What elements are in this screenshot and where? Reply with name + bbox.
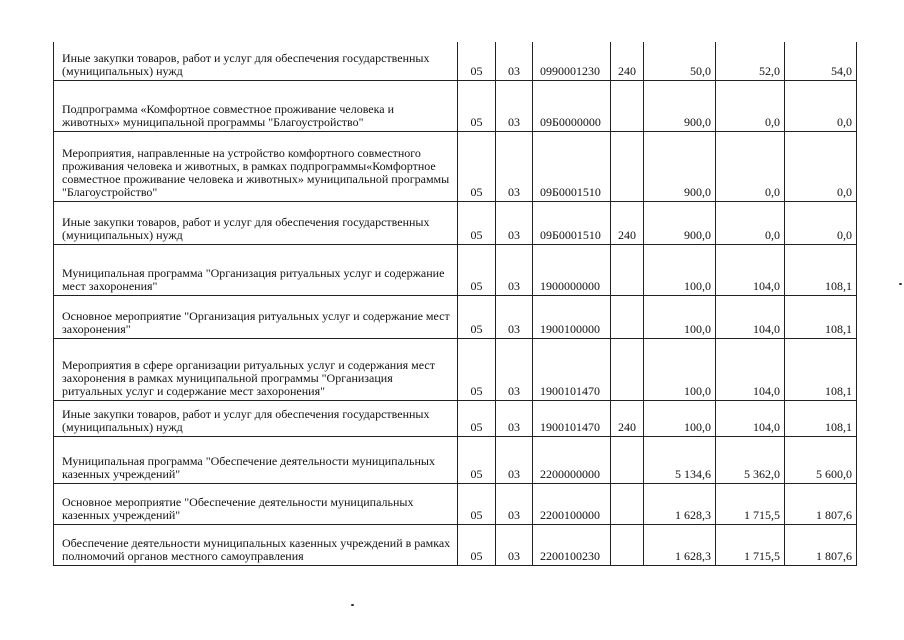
scan-speck	[351, 604, 354, 606]
table-row	[54, 295, 857, 338]
amount-year-1: 5 134,6	[644, 436, 716, 483]
amount-year-3: 1 807,6	[785, 483, 857, 524]
row-description: Подпрограмма «Комфортное совместное проживание человека и животных» муниципальной программы "Благоустройство"	[54, 80, 458, 131]
amount-year-2: 1 715,5	[716, 524, 785, 565]
target-article-code: 1900101470	[533, 338, 611, 400]
subsection-code: 03	[496, 244, 533, 295]
target-article-code: 1900000000	[533, 244, 611, 295]
amount-year-1: 900,0	[644, 201, 716, 244]
expense-type-code	[611, 80, 644, 131]
amount-year-3: 0,0	[785, 131, 857, 201]
section-code: 05	[458, 42, 496, 80]
section-code: 05	[458, 244, 496, 295]
amount-year-2: 1 715,5	[716, 483, 785, 524]
table-row	[54, 338, 857, 400]
section-code: 05	[458, 524, 496, 565]
row-description: Основное мероприятие "Организация ритуальных услуг и содержание мест захоронения"	[54, 295, 458, 338]
row-description: Иные закупки товаров, работ и услуг для обеспечения государственных (муниципальных) нужд	[54, 42, 458, 80]
subsection-code: 03	[496, 524, 533, 565]
expense-type-code	[611, 524, 644, 565]
section-code: 05	[458, 400, 496, 436]
target-article-code: 09Б0001510	[533, 131, 611, 201]
amount-year-3: 5 600,0	[785, 436, 857, 483]
subsection-code: 03	[496, 131, 533, 201]
row-description: Иные закупки товаров, работ и услуг для обеспечения государственных (муниципальных) нужд	[54, 400, 458, 436]
amount-year-2: 104,0	[716, 338, 785, 400]
amount-year-2: 52,0	[716, 42, 785, 80]
amount-year-1: 1 628,3	[644, 483, 716, 524]
amount-year-2: 0,0	[716, 131, 785, 201]
target-article-code: 09Б0001510	[533, 201, 611, 244]
amount-year-3: 54,0	[785, 42, 857, 80]
amount-year-1: 100,0	[644, 295, 716, 338]
expense-type-code	[611, 338, 644, 400]
expense-type-code	[611, 436, 644, 483]
amount-year-3: 1 807,6	[785, 524, 857, 565]
subsection-code: 03	[496, 42, 533, 80]
target-article-code: 09Б0000000	[533, 80, 611, 131]
expense-type-code: 240	[611, 201, 644, 244]
subsection-code: 03	[496, 80, 533, 131]
row-description: Основное мероприятие "Обеспечение деятельности муниципальных казенных учреждений"	[54, 483, 458, 524]
target-article-code: 0990001230	[533, 42, 611, 80]
target-article-code: 1900100000	[533, 295, 611, 338]
amount-year-2: 104,0	[716, 244, 785, 295]
amount-year-1: 100,0	[644, 400, 716, 436]
amount-year-1: 900,0	[644, 131, 716, 201]
amount-year-2: 0,0	[716, 201, 785, 244]
table-row	[54, 483, 857, 524]
section-code: 05	[458, 436, 496, 483]
amount-year-1: 1 628,3	[644, 524, 716, 565]
expense-type-code	[611, 295, 644, 338]
subsection-code: 03	[496, 436, 533, 483]
subsection-code: 03	[496, 201, 533, 244]
table-row	[54, 524, 857, 565]
target-article-code: 2200100000	[533, 483, 611, 524]
table-row	[54, 244, 857, 295]
section-code: 05	[458, 131, 496, 201]
amount-year-3: 108,1	[785, 244, 857, 295]
row-description: Иные закупки товаров, работ и услуг для обеспечения государственных (муниципальных) нужд	[54, 201, 458, 244]
section-code: 05	[458, 483, 496, 524]
expense-type-code: 240	[611, 400, 644, 436]
amount-year-3: 0,0	[785, 80, 857, 131]
target-article-code: 2200000000	[533, 436, 611, 483]
subsection-code: 03	[496, 338, 533, 400]
scan-speck	[899, 283, 902, 285]
table-row	[54, 400, 857, 436]
target-article-code: 2200100230	[533, 524, 611, 565]
row-description: Обеспечение деятельности муниципальных казенных учреждений в рамках полномочий органов местного самоуправления	[54, 524, 458, 565]
row-description: Мероприятия в сфере организации ритуальных услуг и содержания мест захоронения в рамках муниципальной программы "Организация ритуальных услуг и содержание мест захоронения"	[54, 338, 458, 400]
budget-table	[53, 42, 857, 566]
section-code: 05	[458, 80, 496, 131]
amount-year-2: 104,0	[716, 400, 785, 436]
expense-type-code	[611, 131, 644, 201]
expense-type-code	[611, 483, 644, 524]
amount-year-2: 5 362,0	[716, 436, 785, 483]
amount-year-3: 108,1	[785, 295, 857, 338]
expense-type-code: 240	[611, 42, 644, 80]
amount-year-2: 0,0	[716, 80, 785, 131]
amount-year-3: 108,1	[785, 338, 857, 400]
table-row	[54, 80, 857, 131]
amount-year-1: 100,0	[644, 338, 716, 400]
row-description: Мероприятия, направленные на устройство комфортного совместного проживания человека и животных, в рамках подпрограммы«Комфортное совместное проживание человека и животных» муниципальной программы "Благоустройство"	[54, 131, 458, 201]
target-article-code: 1900101470	[533, 400, 611, 436]
amount-year-3: 108,1	[785, 400, 857, 436]
subsection-code: 03	[496, 295, 533, 338]
table-row	[54, 42, 857, 80]
amount-year-1: 100,0	[644, 244, 716, 295]
row-description: Муниципальная программа "Организация ритуальных услуг и содержание мест захоронения"	[54, 244, 458, 295]
subsection-code: 03	[496, 400, 533, 436]
amount-year-2: 104,0	[716, 295, 785, 338]
amount-year-1: 50,0	[644, 42, 716, 80]
section-code: 05	[458, 295, 496, 338]
table-row	[54, 131, 857, 201]
amount-year-1: 900,0	[644, 80, 716, 131]
table-body	[54, 42, 857, 565]
section-code: 05	[458, 201, 496, 244]
section-code: 05	[458, 338, 496, 400]
amount-year-3: 0,0	[785, 201, 857, 244]
table-row	[54, 201, 857, 244]
expense-type-code	[611, 244, 644, 295]
row-description: Муниципальная программа "Обеспечение деятельности муниципальных казенных учреждений"	[54, 436, 458, 483]
table-row	[54, 436, 857, 483]
subsection-code: 03	[496, 483, 533, 524]
